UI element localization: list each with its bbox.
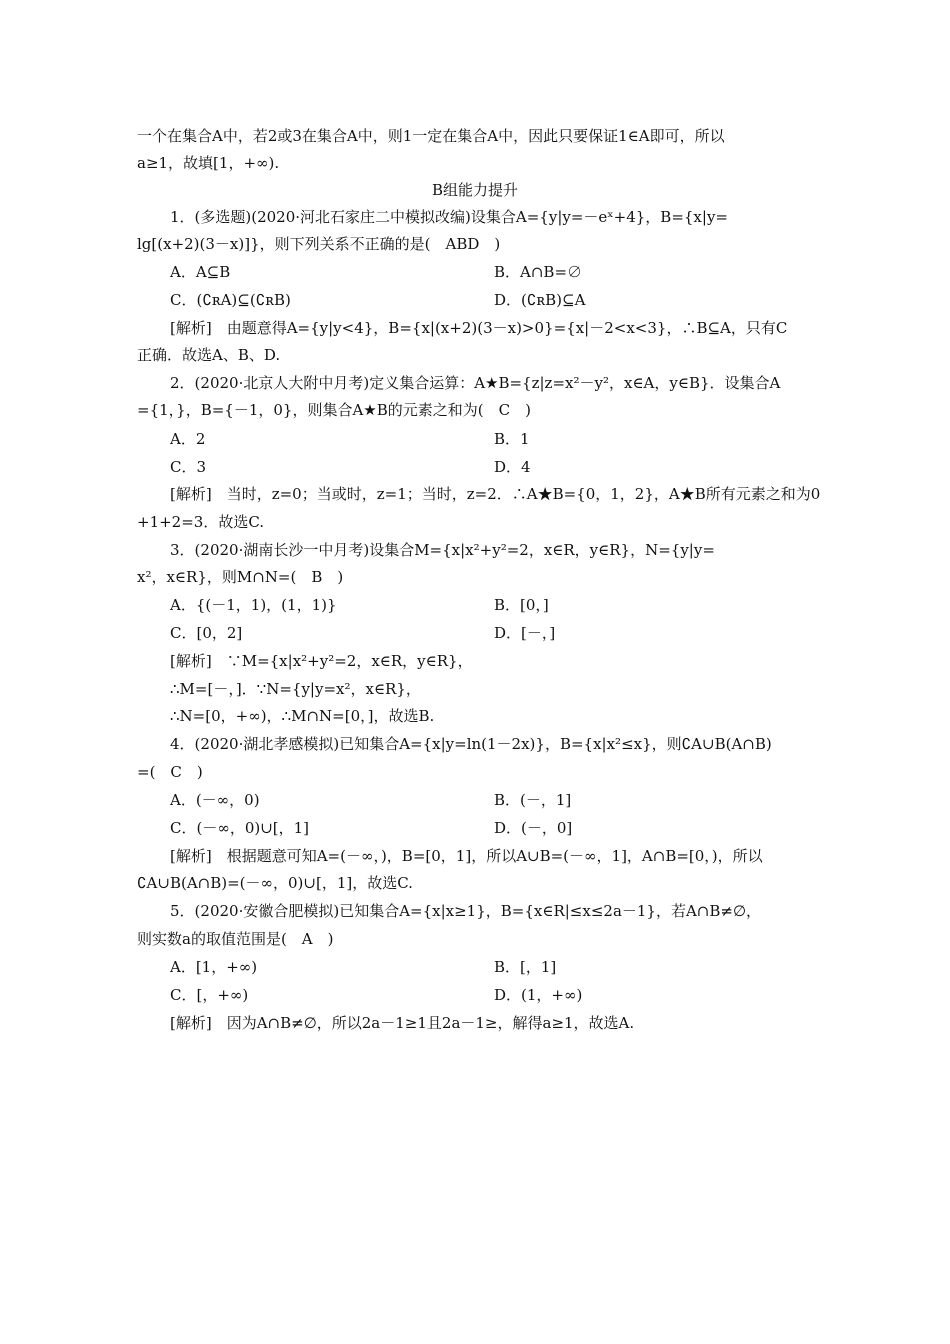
q4-solution-line-1: [解析] 根据题意可知A=(－∞，)，B=[0，1]，所以A∪B=(－∞，1]，A∩B=[0，)，所以 (170, 847, 763, 865)
q1-stem-line-1: 1．(多选题)(2020·河北石家庄二中模拟改编)设集合A={y|y=－eˣ+4}，B={x|y= (170, 208, 728, 226)
q5-stem-line-2: 则实数a的取值范围是( A ) (137, 930, 334, 948)
q5-solution-line-1: [解析] 因为A∩B≠∅，所以2a－1≥1且2a－1≥，解得a≥1，故选A. (170, 1014, 635, 1032)
q3-option-c: C．[0，2] (170, 624, 243, 642)
q2-option-a: A．2 (170, 430, 206, 448)
intro-line-1: 一个在集合A中，若2或3在集合A中，则1一定在集合A中，因此只要保证1∈A即可，所以 (137, 127, 725, 145)
q3-stem-line-1: 3．(2020·湖南长沙一中月考)设集合M={x|x²+y²=2，x∈R，y∈R}，N={y|y= (170, 541, 715, 559)
q4-option-a: A．(－∞，0) (170, 791, 260, 809)
q5-option-d: D．(1，+∞) (494, 986, 583, 1004)
q3-stem-line-2: x²，x∈R}，则M∩N=( B ) (137, 568, 344, 586)
q4-option-b: B．(－，1] (494, 791, 572, 809)
q2-stem-line-1: 2．(2020·北京人大附中月考)定义集合运算：A★B={z|z=x²－y²，x∈A，y∈B}．设集合A (170, 374, 781, 392)
q4-stem-line-2: =( C ) (137, 763, 203, 781)
q2-stem-line-2: ={1，}，B={－1，0}，则集合A★B的元素之和为( C ) (137, 401, 531, 419)
q1-option-c: C．(∁ʀA)⊆(∁ʀB) (170, 291, 291, 309)
q3-solution-line-1: [解析] ∵M={x|x²+y²=2，x∈R，y∈R}， (170, 652, 473, 670)
q1-option-d: D．(∁ʀB)⊆A (494, 291, 586, 309)
q3-solution-line-3: ∴N=[0，+∞)，∴M∩N=[0，]，故选B. (170, 707, 435, 725)
q5-stem-line-1: 5．(2020·安徽合肥模拟)已知集合A={x|x≥1}，B={x∈R|≤x≤2a－1}，若A∩B≠∅， (170, 902, 762, 920)
q1-option-b: B．A∩B=∅ (494, 263, 583, 281)
q4-solution-line-2: ∁A∪B(A∩B)=(－∞，0)∪[，1]，故选C. (137, 874, 413, 892)
q1-option-a: A．A⊆B (170, 263, 231, 281)
q1-solution-line-2: 正确．故选A、B、D. (137, 346, 281, 364)
q3-option-b: B．[0，] (494, 596, 549, 614)
section-title: B组能力提升 (431, 181, 519, 199)
q3-option-d: D．[－，] (494, 624, 556, 642)
q5-option-c: C．[，+∞) (170, 986, 249, 1004)
q4-stem-line-1: 4．(2020·湖北孝感模拟)已知集合A={x|y=ln(1－2x)}，B={x|x²≤x}，则∁A∪B(A∩B) (170, 735, 772, 753)
q2-solution-line-1: [解析] 当时，z=0；当或时，z=1；当时，z=2．∴A★B={0，1，2}，A★B所有元素之和为0 (170, 485, 821, 503)
q2-solution-line-2: +1+2=3．故选C. (137, 513, 265, 531)
q1-stem-line-2: lg[(x+2)(3－x)]}，则下列关系不正确的是( ABD ) (137, 235, 501, 253)
q2-option-d: D．4 (494, 458, 531, 476)
q4-option-c: C．(－∞，0)∪[，1] (170, 819, 310, 837)
q3-solution-line-2: ∴M=[－，]．∵N={y|y=x²，x∈R}， (170, 680, 421, 698)
q3-option-a: A．{(－1，1)，(1，1)} (170, 596, 337, 614)
q4-option-d: D．(－，0] (494, 819, 573, 837)
q5-option-a: A．[1，+∞) (170, 958, 258, 976)
q2-option-c: C．3 (170, 458, 207, 476)
q5-option-b: B．[，1] (494, 958, 557, 976)
intro-line-2: a≥1，故填[1，+∞). (137, 154, 280, 172)
q1-solution-line-1: [解析] 由题意得A={y|y<4}，B={x|(x+2)(3－x)>0}={x|－2<x<3}，∴B⊆A，只有C (170, 319, 788, 337)
q2-option-b: B．1 (494, 430, 530, 448)
